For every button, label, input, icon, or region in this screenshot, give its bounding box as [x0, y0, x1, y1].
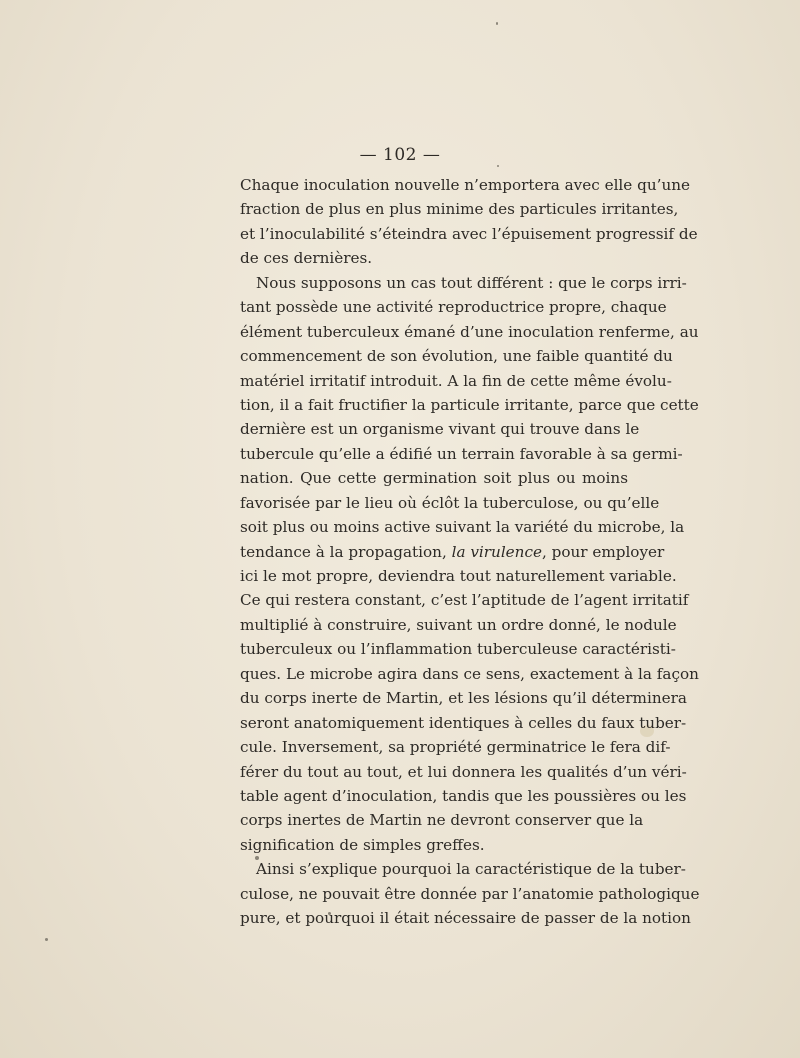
text-line: Nous supposons un cas tout différent : que le corps irri- — [256, 273, 687, 292]
text-line-with-italic — [240, 540, 665, 564]
text-line: et l’inoculabilité s’éteindra avec l’épuisement progressif de — [240, 224, 698, 243]
text-line: tuberculeux ou l’inflammation tuberculeuse caractéristi- — [240, 640, 676, 659]
text-line: férer du tout au tout, et lui donnera les qualités d’un véri- — [240, 762, 687, 781]
text-line: seront anatomiquement identiques à celles du faux tuber- — [240, 713, 687, 732]
text-line: Ce qui restera constant, c’est l’aptitude de l’agent irritatif — [240, 591, 689, 610]
text-line: cule. Inversement, sa propriété germinatrice le fera dif- — [240, 738, 671, 757]
text-line: ici le mot propre, deviendra tout naturellement variable. — [240, 567, 677, 585]
text-line: table agent d’inoculation, tandis que les poussières ou les — [240, 786, 687, 805]
text-line: Ainsi s’explique pourquoi la caractéristique de la tuber- — [256, 860, 686, 879]
text-line: élément tuberculeux émané d’une inoculation renferme, au — [240, 322, 699, 341]
text-line: ques. Le microbe agira dans ce sens, exactement à la façon — [240, 664, 699, 683]
paper-speck — [496, 22, 498, 25]
text-line: tubercule qu’elle a édifié un terrain favorable à sa germi- — [240, 444, 683, 463]
text-line: soit plus ou moins active suivant la variété du microbe, la — [240, 518, 685, 537]
text-line: pure, et pourquoi il était nécessaire de passer de la notion — [240, 909, 691, 928]
text-fragment: tendance à la propagation, — [240, 542, 447, 561]
page-number: — 102 — — [359, 145, 441, 165]
text-line: Chaque inoculation nouvelle n’emportera avec elle qu’une — [240, 176, 690, 194]
text-line: du corps inerte de Martin, et les lésions qu’il déterminera — [240, 689, 687, 708]
text-line: fraction de plus en plus minime des particules irritantes, — [240, 200, 679, 219]
text-fragment: , pour employer — [541, 542, 665, 561]
paper-speck — [497, 165, 499, 167]
text-line: culose, ne pouvait être donnée par l’anatomie pathologique — [240, 884, 700, 903]
text-line: matériel irritatif introduit. A la fin de cette même évolu- — [240, 371, 672, 390]
text-line: tant possède une activité reproductrice propre, chaque — [240, 298, 667, 317]
text-line: favorisée par le lieu où éclôt la tuberculose, ou qu’elle — [240, 493, 660, 512]
text-line: de ces dernières. — [240, 249, 373, 268]
paper-speck — [45, 938, 48, 941]
body-text — [240, 173, 700, 931]
italic-phrase: la virulence — [451, 542, 542, 561]
text-line: commencement de son évolution, une faible quantité du — [240, 347, 673, 366]
text-line: dernière est un organisme vivant qui trouve dans le — [240, 420, 640, 439]
text-line: multiplié à construire, suivant un ordre donné, le nodule — [240, 615, 677, 634]
text-line: signification de simples greffes. — [240, 835, 485, 854]
text-line: corps inertes de Martin ne devront conserver que la — [240, 811, 644, 830]
text-line: nation. Que cette germination soit plus ou moins — [240, 469, 628, 488]
text-line: tion, il a fait fructifier la particule irritante, parce que cette — [240, 395, 699, 414]
